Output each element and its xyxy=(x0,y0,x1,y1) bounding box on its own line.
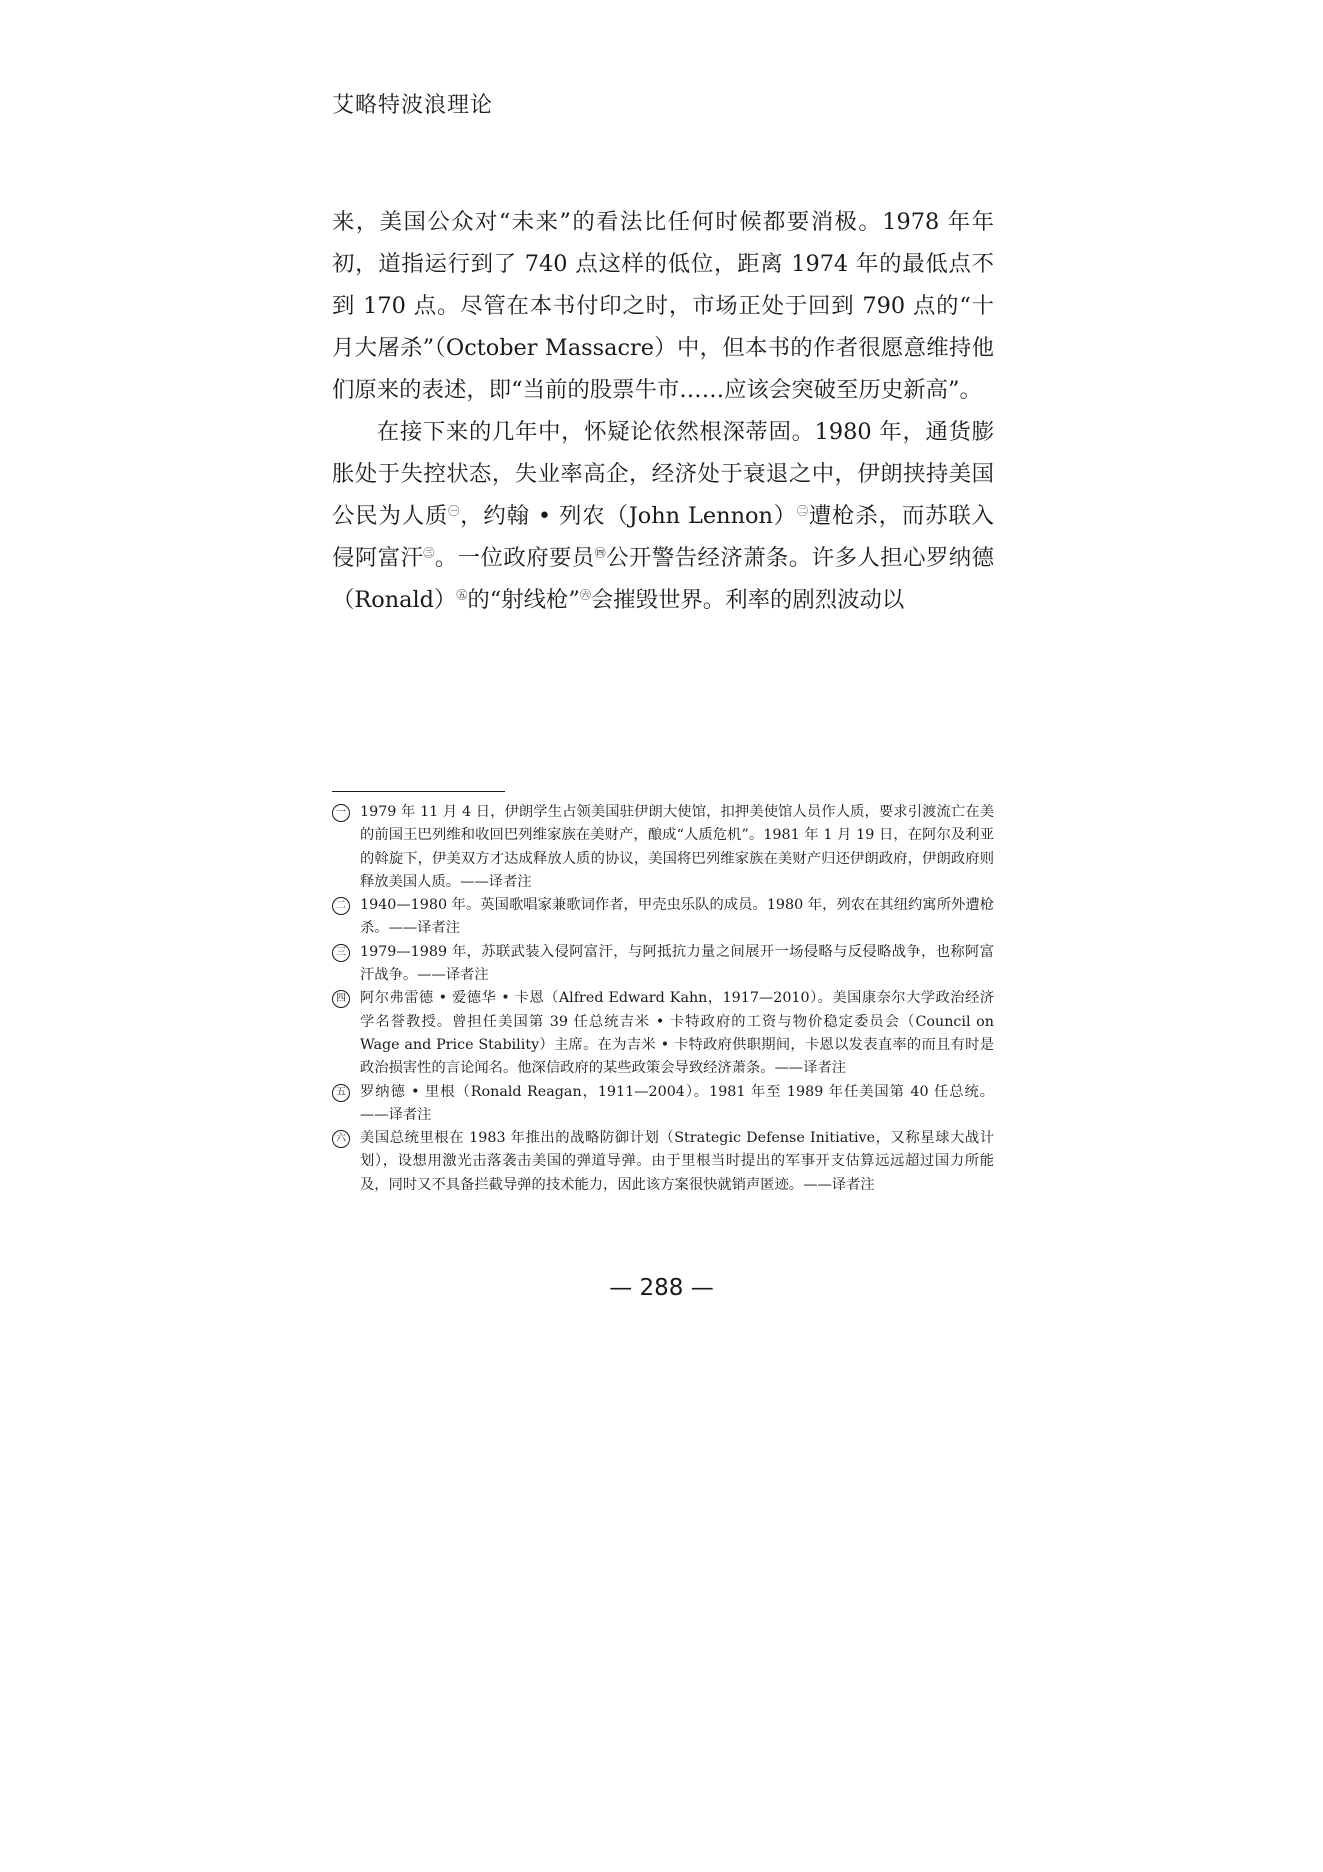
paragraph-2-text-d: 。一位政府要员 xyxy=(434,545,595,571)
footnote-ref-6[interactable]: ㊅ xyxy=(579,588,591,602)
running-title: 艾略特波浪理论 xyxy=(332,93,494,118)
paragraph-2-text-b: ，约翰 • 列农（John Lennon） xyxy=(460,503,798,529)
paragraph-2 xyxy=(332,411,994,621)
paragraph-2-text-c: 遭枪杀，而苏联入侵阿富汗 xyxy=(332,503,995,571)
footnote-list xyxy=(332,801,994,1197)
footnote-text-4: 阿尔弗雷德 • 爱德华 • 卡恩（Alfred Edward Kahn，1917—2010）。美国康奈尔大学政治经济学名誉教授。曾担任美国第 39 任总统吉米 • 卡特政府的工资与物价稳定委员会（Council on Wage and Price Stability）主席。在为吉米 • 卡特政府供职期间，卡恩以发表直率的而且有时是政治损害性的言论闻名。他深信政府的某些政策会导致经济萧条。——译者注 xyxy=(360,990,994,1077)
main-text xyxy=(332,201,994,621)
footnote-3 xyxy=(332,941,994,988)
footnote-ref-2[interactable]: ㊁ xyxy=(797,504,809,518)
paragraph-2-text-e: 公开警告经济萧条。许多人担心罗纳德（Ronald） xyxy=(332,545,995,613)
footnote-text-6: 美国总统里根在 1983 年推出的战略防御计划（Strategic Defense Initiative，又称星球大战计划），设想用激光击落袭击美国的弹道导弹。由于里根当时提出的军事开支估算远远超过国力所能及，同时又不具备拦截导弹的技术能力，因此该方案很快就销声匿迹。——译者注 xyxy=(360,1130,994,1193)
footnote-text-5: 罗纳德 • 里根（Ronald Reagan，1911—2004）。1981 年至 1989 年任美国第 40 任总统。——译者注 xyxy=(360,1083,994,1123)
footnote-5 xyxy=(332,1081,994,1128)
footnote-ref-1[interactable]: ㊀ xyxy=(448,504,461,518)
page-number: — 288 — xyxy=(609,1275,714,1301)
footnote-marker-3: 三 xyxy=(332,944,350,962)
paragraph-2-text-f: 的“射线枪” xyxy=(467,587,580,613)
footnote-ref-5[interactable]: ㊄ xyxy=(456,588,468,602)
footnote-text-2: 1940—1980 年。英国歌唱家兼歌词作者，甲壳虫乐队的成员。1980 年，列农在其纽约寓所外遭枪杀。——译者注 xyxy=(360,897,994,937)
paragraph-2-text-g: 会摧毁世界。利率的剧烈波动以 xyxy=(590,587,905,613)
footnote-marker-4: 四 xyxy=(332,990,350,1008)
footnote-4 xyxy=(332,987,994,1080)
footnote-6 xyxy=(332,1127,994,1197)
footnote-marker-2: 二 xyxy=(332,897,350,915)
footnote-1 xyxy=(332,801,994,894)
footnote-marker-1: 一 xyxy=(332,804,350,822)
footnote-marker-5: 五 xyxy=(332,1084,350,1102)
paragraph-2-text-a: 在接下来的几年中，怀疑论依然根深蒂固。1980 年，通货膨胀处于失控状态，失业率高企，经济处于衰退之中，伊朗挟持美国公民为人质 xyxy=(332,419,994,529)
footnote-divider xyxy=(332,791,505,792)
paragraph-1: 来，美国公众对“未来”的看法比任何时候都要消极。1978 年年初，道指运行到了 740 点这样的低位，距离 1974 年的最低点不到 170 点。尽管在本书付印之时，市场正处于回到 790 点的“十月大屠杀”（October Massacre）中，但本书的作者很愿意维持他们原来的表述，即“当前的股票牛市……应该会突破至历史新高”。 xyxy=(332,209,994,403)
footnote-ref-4[interactable]: ㊃ xyxy=(594,546,607,560)
footnote-ref-3[interactable]: ㊂ xyxy=(423,546,435,560)
footnote-text-1: 1979 年 11 月 4 日，伊朗学生占领美国驻伊朗大使馆，扣押美使馆人员作人质，要求引渡流亡在美的前国王巴列维和收回巴列维家族在美财产，酿成“人质危机”。1981 年 1 月 19 日，在阿尔及利亚的斡旋下，伊美双方才达成释放人质的协议，美国将巴列维家族在美财产归还伊朗政府，伊朗政府则释放美国人质。——译者注 xyxy=(360,804,994,890)
footnote-marker-6: 六 xyxy=(332,1130,350,1148)
footnote-2 xyxy=(332,894,994,941)
footnote-text-3: 1979—1989 年，苏联武装入侵阿富汗，与阿抵抗力量之间展开一场侵略与反侵略战争，也称阿富汗战争。——译者注 xyxy=(360,943,994,984)
